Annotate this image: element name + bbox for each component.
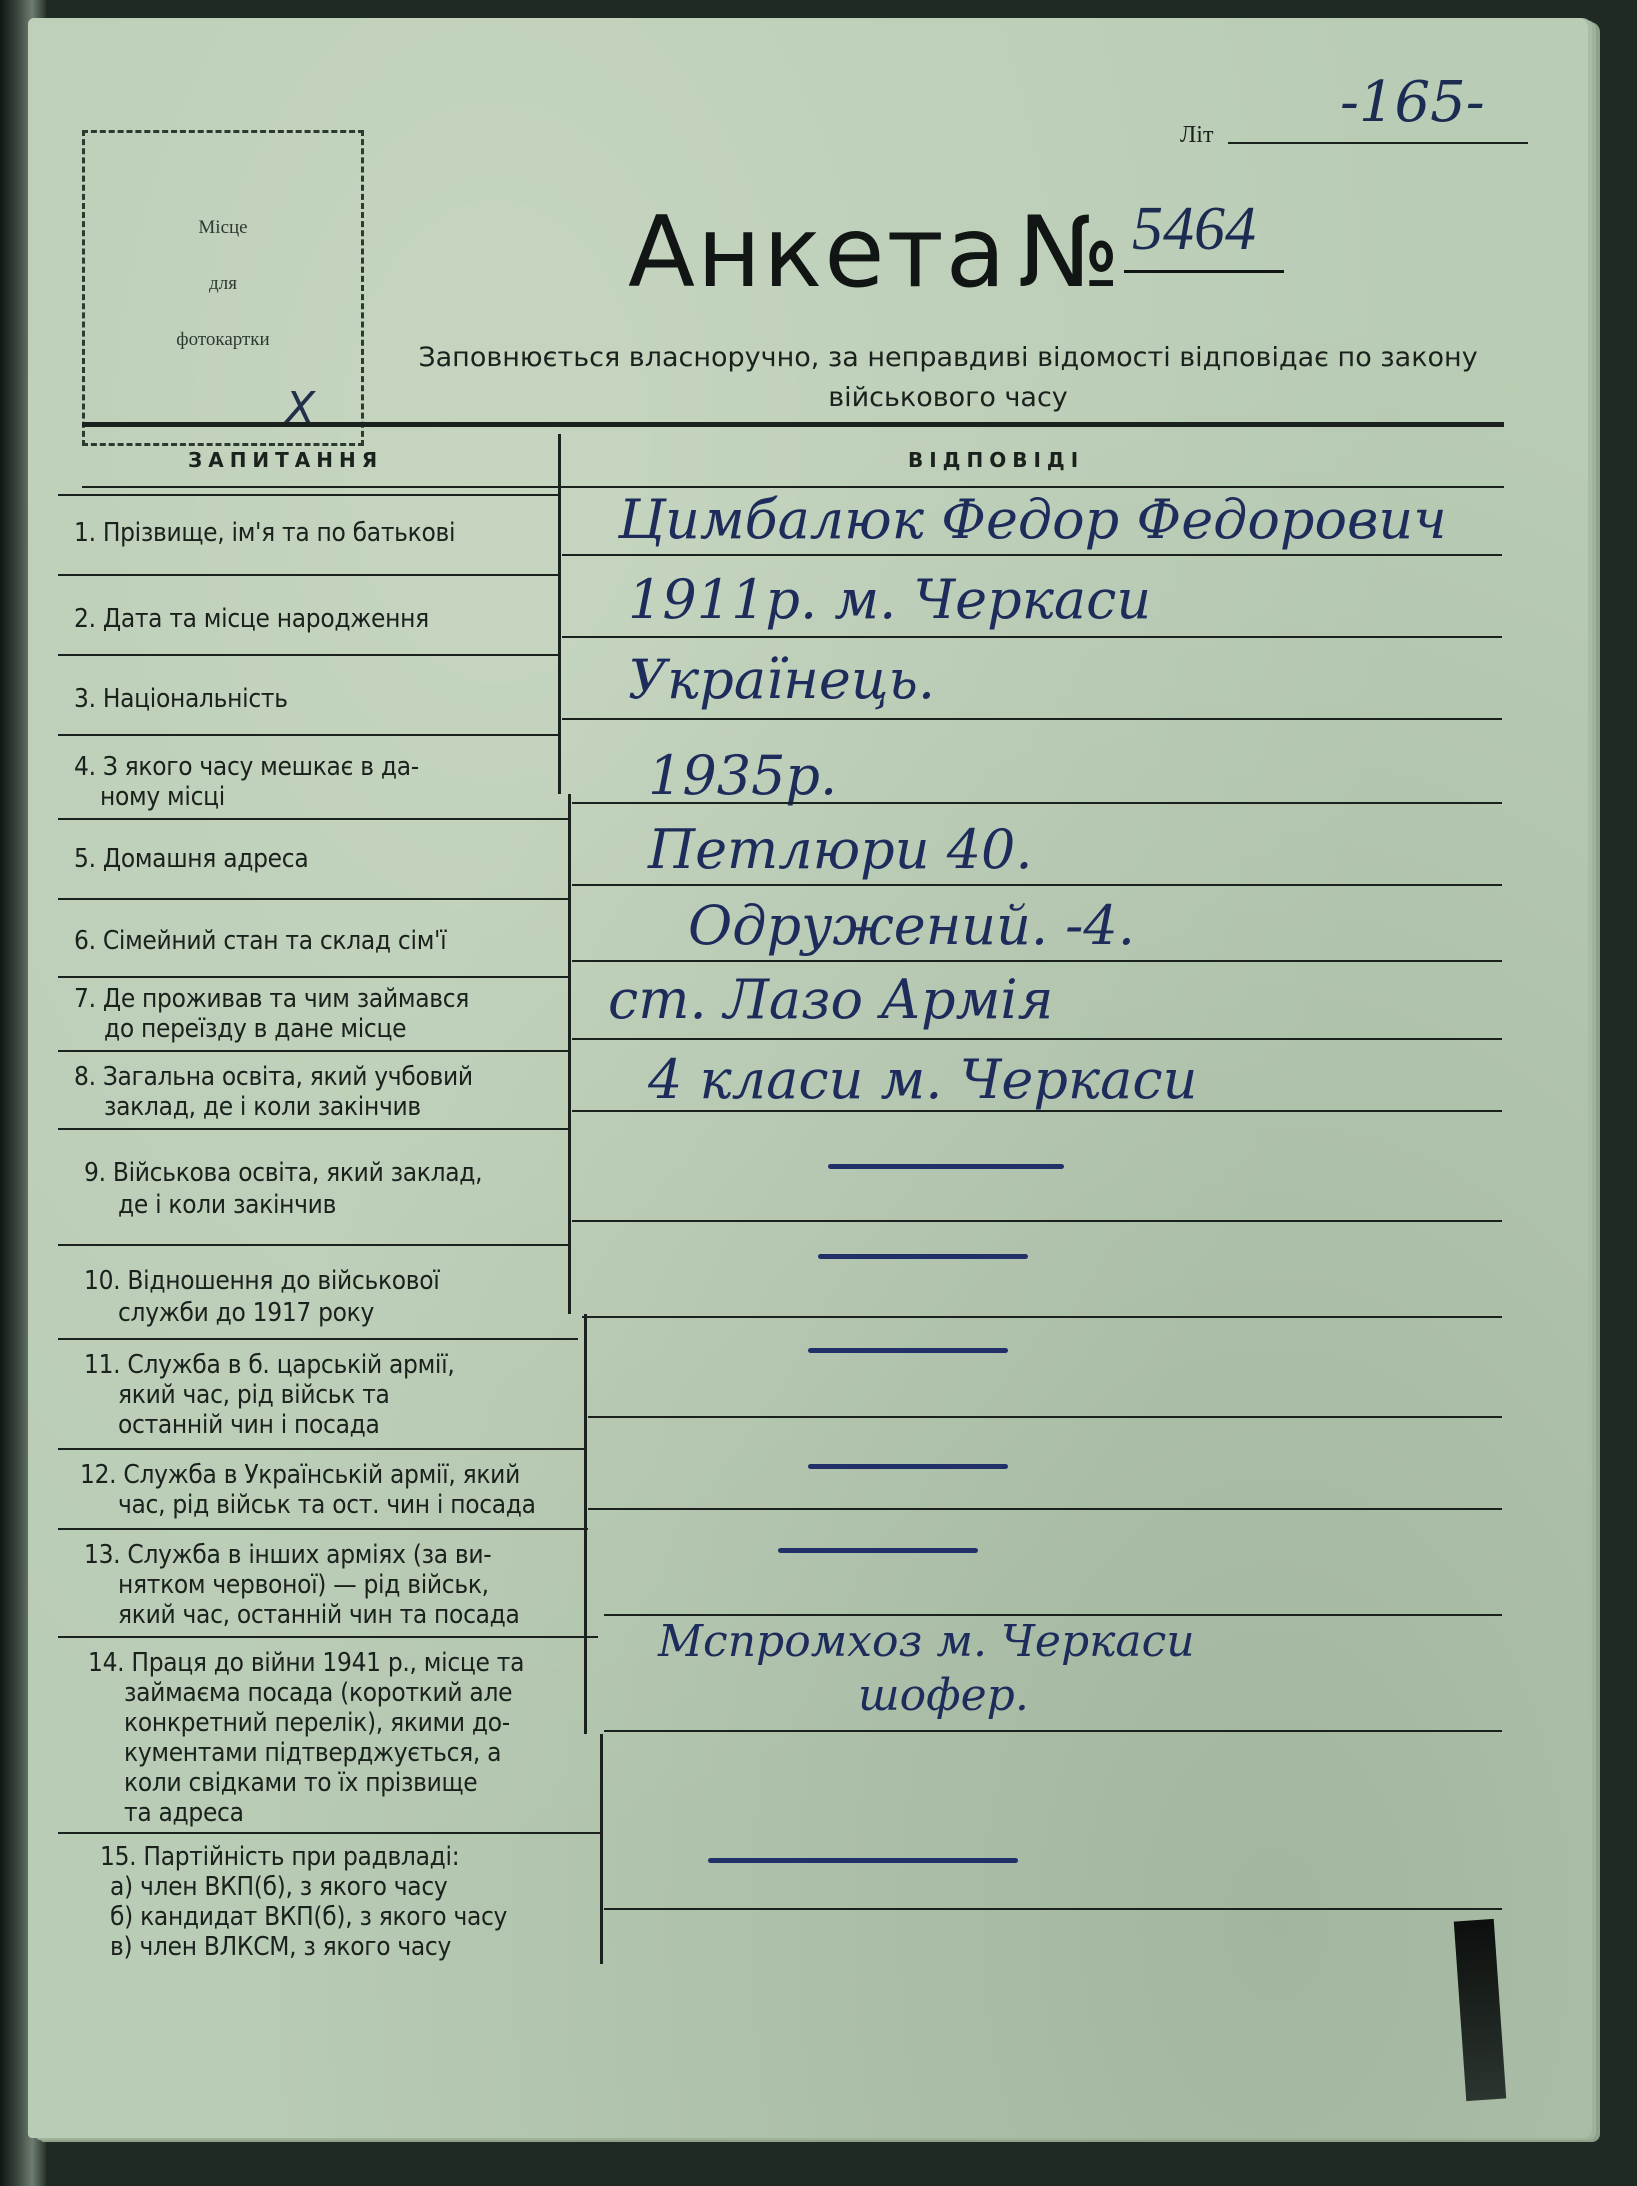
answer-8-text: 4 класи м. Черкаси (648, 1048, 1198, 1111)
question-14-label-line-6: та адреса (124, 1798, 244, 1828)
row-separator (58, 898, 568, 900)
answer-11-line (588, 1416, 1502, 1418)
answer-9-line (572, 1220, 1502, 1222)
answer-13-blank-dash (778, 1548, 978, 1553)
answer-10-blank-dash (818, 1254, 1028, 1259)
answer-11-blank-dash (808, 1348, 1008, 1353)
question-6-label: 6. Сімейний стан та склад сім'ї (74, 926, 447, 956)
photo-box-line-3: фотокартки (176, 329, 270, 350)
question-4-label-line-1: 4. З якого часу мешкає в да- (74, 752, 419, 782)
row-separator (58, 1528, 588, 1530)
questions-column-header: ЗАПИТАННЯ (188, 448, 384, 472)
form-number-sign: № (1018, 196, 1120, 310)
question-13-label-line-2: нятком червоної) — рід військ, (118, 1570, 489, 1600)
question-9-label-line-2: де і коли закінчив (118, 1190, 337, 1220)
question-14-label-line-1: 14. Праця до війни 1941 р., місце та (88, 1648, 525, 1678)
column-divider-bottom (600, 1734, 603, 1964)
question-12-label-line-1: 12. Служба в Українській армії, який (80, 1460, 520, 1490)
answer-15-blank-dash (708, 1858, 1018, 1863)
row-separator (58, 1050, 568, 1052)
answer-4-line (572, 802, 1502, 804)
photo-box-line-1: Місце (198, 217, 248, 238)
answer-2-line (562, 636, 1502, 638)
question-14-label-line-4: кументами підтверджується, а (124, 1738, 502, 1768)
questionnaire-sheet (28, 18, 1588, 2138)
question-10-label-line-2: служби до 1917 року (118, 1298, 375, 1328)
row-separator (58, 1244, 568, 1246)
row-separator (58, 1636, 598, 1638)
answer-5-text: Петлюри 40. (648, 818, 1033, 881)
answers-column-header: ВІДПОВІДІ (908, 448, 1085, 472)
photo-box-line-2: для (209, 273, 237, 294)
row-separator (58, 1128, 568, 1130)
answer-1-text: Цимбалюк Федор Федорович (618, 488, 1447, 551)
sheet-number-underline (1228, 142, 1528, 144)
row-separator (58, 734, 558, 736)
question-7-label-line-1: 7. Де проживав та чим займався (74, 984, 470, 1014)
answer-7-text: ст. Лазо Армія (608, 968, 1054, 1031)
question-14-label-line-5: коли свідками то їх прізвище (124, 1768, 478, 1798)
answer-7-line (572, 1038, 1502, 1040)
question-2-label: 2. Дата та місце народження (74, 604, 429, 634)
question-11-label-line-3: останній чин і посада (118, 1410, 380, 1440)
answer-6-line (572, 960, 1502, 962)
row-separator (58, 1448, 584, 1450)
question-10-label-line-1: 10. Відношення до військової (84, 1266, 440, 1296)
question-11-label-line-1: 11. Служба в б. царській армії, (84, 1350, 455, 1380)
question-5-label: 5. Домашня адреса (74, 844, 309, 874)
question-11-label-line-2: який час, рід військ та (118, 1380, 390, 1410)
answer-5-line (572, 884, 1502, 886)
header-rule (82, 422, 1504, 427)
answer-12-line (588, 1508, 1502, 1510)
question-12-label-line-2: час, рід військ та ост. чин і посада (118, 1490, 536, 1520)
question-15-label-line-3: б) кандидат ВКП(б), з якого часу (110, 1902, 508, 1932)
form-instructions: Заповнюється власноручно, за неправдиві відомості відповідає по закону військового часу (418, 342, 1478, 413)
answer-1-line (562, 554, 1502, 556)
column-divider-top (558, 434, 561, 794)
question-15-label-line-1: 15. Партійність при радвладі: (100, 1842, 460, 1872)
row-separator (58, 574, 558, 576)
answer-10-line (582, 1316, 1502, 1318)
answer-6-text: Одружений. -4. (688, 894, 1135, 957)
question-3-label: 3. Національність (74, 684, 288, 714)
answer-8-line (572, 1110, 1502, 1112)
question-14-label-line-3: конкретний перелік), якими до- (124, 1708, 510, 1738)
answer-3-line (562, 718, 1502, 720)
question-7-label-line-2: до переїзду в дане місце (104, 1014, 407, 1044)
column-divider-middle (568, 794, 571, 1314)
row-separator (58, 1338, 578, 1340)
question-9-label-line-1: 9. Військова освіта, який заклад, (84, 1158, 483, 1188)
row-separator (58, 976, 568, 978)
answer-9-blank-dash (828, 1164, 1064, 1169)
question-13-label-line-3: який час, останній чин та посада (118, 1600, 520, 1630)
form-number-underline (1124, 270, 1284, 273)
form-title: Анкета (628, 196, 1008, 310)
answer-2-text: 1911р. м. Черкаси (628, 568, 1152, 631)
question-15-label-line-2: а) член ВКП(б), з якого часу (110, 1872, 448, 1902)
answer-4-text: 1935р. (648, 744, 838, 807)
answer-14-line (604, 1730, 1502, 1732)
photo-placeholder-box (82, 130, 364, 446)
answer-12-blank-dash (808, 1464, 1008, 1469)
row-separator (58, 818, 568, 820)
column-divider-lower (584, 1314, 587, 1734)
answer-14-text-line-1: Мспромхоз м. Черкаси (658, 1616, 1195, 1667)
answer-15-line (604, 1908, 1502, 1910)
question-8-label-line-1: 8. Загальна освіта, який учбовий (74, 1062, 473, 1092)
row-separator (58, 494, 558, 496)
answer-3-text: Українець. (628, 648, 936, 711)
form-number-value: 5464 (1132, 195, 1256, 263)
question-4-label-line-2: ному місці (100, 782, 225, 812)
sheet-number-label: Літ (1180, 122, 1214, 148)
row-separator (58, 1832, 602, 1834)
photo-box-handwritten-mark: X (285, 383, 316, 434)
answer-14-text-line-2: шофер. (858, 1670, 1029, 1721)
question-1-label: 1. Прізвище, ім'я та по батькові (74, 518, 456, 548)
question-8-label-line-2: заклад, де і коли закінчив (104, 1092, 421, 1122)
question-15-label-line-4: в) член ВЛКСМ, з якого часу (110, 1932, 452, 1962)
row-separator (58, 654, 558, 656)
sheet-number-value: -165- (1340, 70, 1485, 135)
question-14-label-line-2: займаєма посада (короткий але (124, 1678, 513, 1708)
question-13-label-line-1: 13. Служба в інших арміях (за ви- (84, 1540, 492, 1570)
